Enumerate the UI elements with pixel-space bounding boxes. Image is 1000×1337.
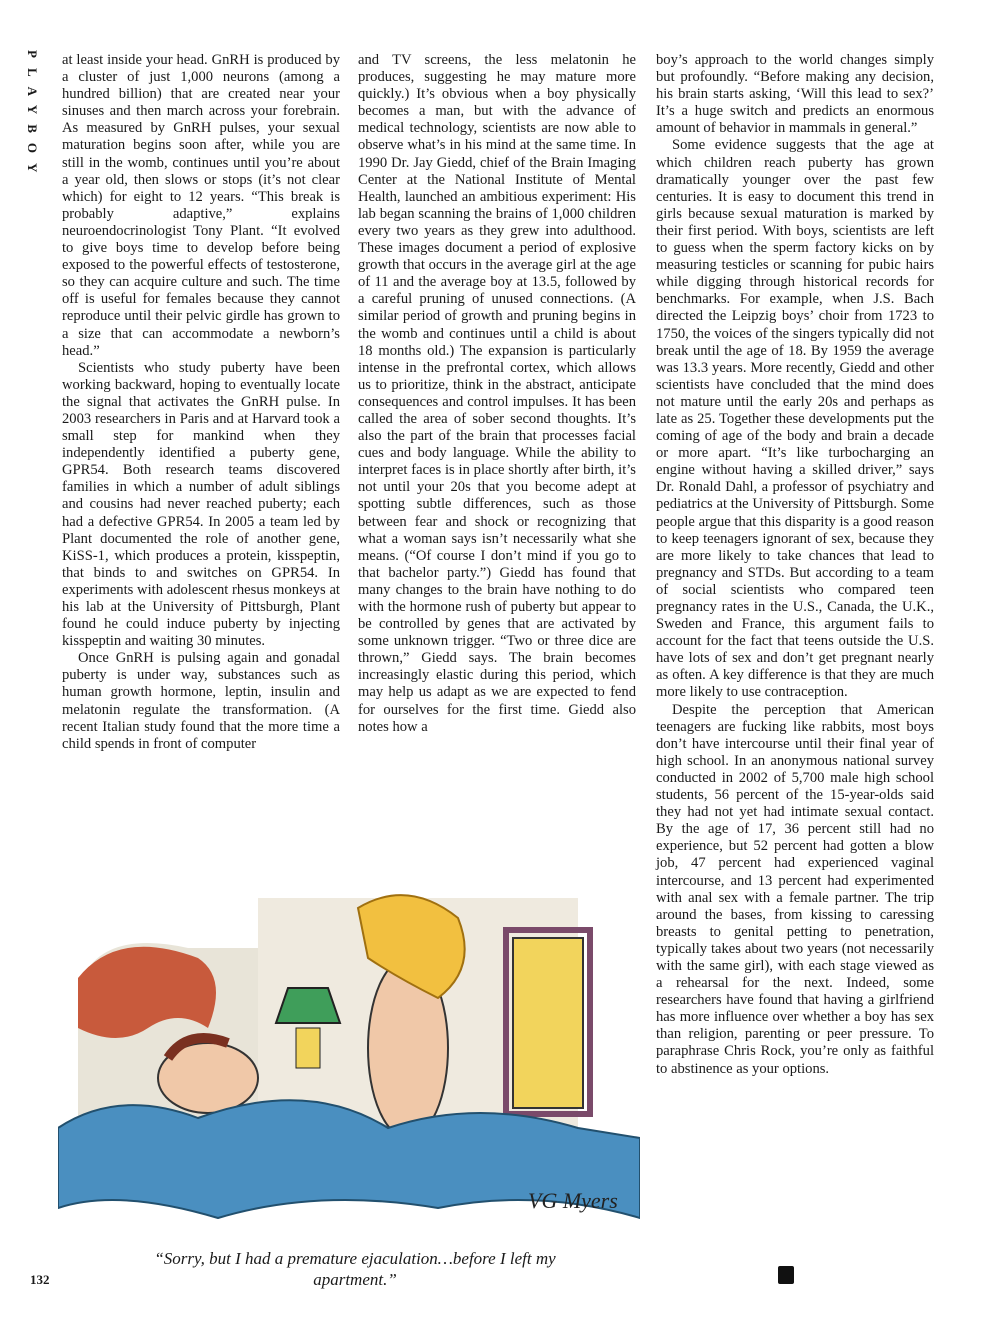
bunny-logo-icon (778, 1266, 794, 1284)
article-column-1 (62, 52, 340, 753)
paragraph: Despite the perception that American teenagers are fucking like rabbits, most boys don’t have intercourse until their final year of high school. In an anonymous national survey conducted in 2002 of 5,700 male high school students, 56 percent of the 15-year-olds said they had not yet had intimate sexual contact. By the age of 17, 36 percent still had no experience, but 52 percent had gotten a blow job, 47 percent had experienced vaginal intercourse, and 13 percent had experimented with anal sex with a female partner. The trip around the bases, from kissing to caressing breasts to genital petting to penetration, typically takes about two years (not necessarily with the same girl), with each stage viewed as a rehearsal for the next. Indeed, some researchers have found that having a girlfriend has more influence over whether a boy has sex than religion, parenting or peer pressure. To paraphrase Chris Rock, you’re only as faithful to abstinence as your options. (656, 701, 934, 1077)
lamp-shade (276, 988, 340, 1023)
cartoon-signature: VG Myers (528, 1188, 618, 1213)
page-number: 132 (30, 1272, 50, 1287)
paragraph: Some evidence suggests that the age at which children reach puberty has grown dramatically younger over the past few centuries. It is easy to document this trend in girls because sexual maturation is marked by their first period. With boys, scientists are left to guess when the sperm factory kicks on by measuring testicles or scanning for pubic hairs while digging through historical records for benchmarks. For example, when J.S. Bach directed the Leipzig boys’ choir from 1723 to 1750, the voices of the singers typically did not break until the age of 18. By 1959 the average was 13.3 years. More recently, Giedd and other scientists have concluded that the mind does not mature until the early 20s and perhaps as late as 25. Together these developments put the coming of age of the body and brain a decade or more apart. “It’s like turbocharging an engine without having a skilled driver,” says Dr. Ronald Dahl, a professor of psychiatry and pediatrics at the University of Pittsburgh. Some people argue that this disparity is a good reason to keep teenagers ignorant of sex, because they are more likely to take chances that lead to pregnancy and STDs. But according to a team of social scientists who compared teen pregnancy rates in the U.S., Canada, the U.K., Sweden and France, this argument fails to account for the fact that teens outside the U.S. have lots of sex and don’t get pregnant nearly as often. A key difference is that they are much more likely to use contraception. (656, 137, 934, 701)
paragraph: and TV screens, the less melatonin he produces, suggesting he may mature more quickly.) It’s obvious when a boy physically becomes a man, but with the advance of medical technology, scientists are now able to observe what’s in his mind at the same time. In 1990 Dr. Jay Giedd, chief of the Brain Imaging Center at the National Institute of Mental Health, launched an ambitious experiment: His lab began scanning the brains of 1,000 children every two years as they grew into adulthood. These images document a period of explosive growth that occurs in the average girl at the age of 11 and the average boy at 13.5, followed by a careful pruning of unused connections. (A similar period of growth and pruning begins in the womb and continues until a child is about 18 months old.) The expansion is particularly intense in the prefrontal cortex, which allows us to prioritize, think in the abstract, anticipate consequences and control impulses. It has been called the area of sober second thoughts. It’s also the part of the brain that processes facial cues and body language. While the ability to interpret faces is in place shortly after birth, it’s not until your 20s that you become adept at spotting subtle differences, such as those between fear and shock or recognizing that what a woman says isn’t necessarily what she means. (“Of course I don’t mind if you go to that bachelor party.”) Giedd has found that many changes to the brain have nothing to do with the hormone rush of puberty but appear to be controlled by genes that are activated by some unknown trigger. “Two or three dice are thrown,” Giedd says. The brain becomes increasingly elastic during this period, which may help us adapt as we are expected to fend for ourselves for the first time. Giedd also notes how a (358, 52, 636, 735)
cartoon-caption: “Sorry, but I had a premature ejaculation…before I left my apartment.” (154, 1249, 556, 1289)
cartoon-illustration (58, 888, 640, 1240)
article-column-3 (656, 52, 934, 1078)
article-column-2 (358, 52, 636, 736)
paragraph: at least inside your head. GnRH is produced by a cluster of just 1,000 neurons (among a hundred billion) that are created near your sinuses and then march across your forebrain. As measured by GnRH pulses, your sexual maturation begins soon after, while you are still in the womb, continues until you’re about a year old, then slows or stops (it’s not clear which) for eight to 12 years. “This break is probably adaptive,” explains neuroendocrinologist Tony Plant. “It evolved to give boys time to develop before being exposed to the powerful effects of testosterone, so they can acquire culture and such. The time off is useful for females because they cannot reproduce until their pelvic girdle has grown to a size that can accommodate a newborn’s head.” (62, 52, 340, 359)
paragraph: Scientists who study puberty have been working backward, hoping to eventually locate the signal that activates the GnRH pulse. In 2003 researchers in Paris and at Harvard took a small step for mankind when they independently identified a puberty gene, GPR54. Both research teams discovered families in which a number of adult siblings and cousins had never reached puberty; each had a defective GPR54. In 2005 a team led by Plant documented the role of another gene, KiSS-1, which produces a protein, kisspeptin, that binds to and switches on GPR54. In experiments with adolescent rhesus monkeys at his lab at the University of Pittsburgh, Plant found he could induce puberty by injecting kisspeptin and waiting 30 minutes. (62, 359, 340, 650)
paragraph: Once GnRH is pulsing again and gonadal puberty is under way, substances such as human growth hormone, leptin, insulin and melatonin regulate the transformation. (A recent Italian study found that the more time a child spends in front of computer (62, 650, 340, 752)
lamp-base (296, 1028, 320, 1068)
paragraph: boy’s approach to the world changes simply but profoundly. “Before making any decision, his brain starts asking, ‘Will this lead to sex?’ It’s a huge switch and predicts an enormous amount of behavior in mammals in general.” (656, 52, 934, 137)
doorway (513, 938, 583, 1108)
magazine-side-label: PLAYBOY (25, 50, 40, 183)
